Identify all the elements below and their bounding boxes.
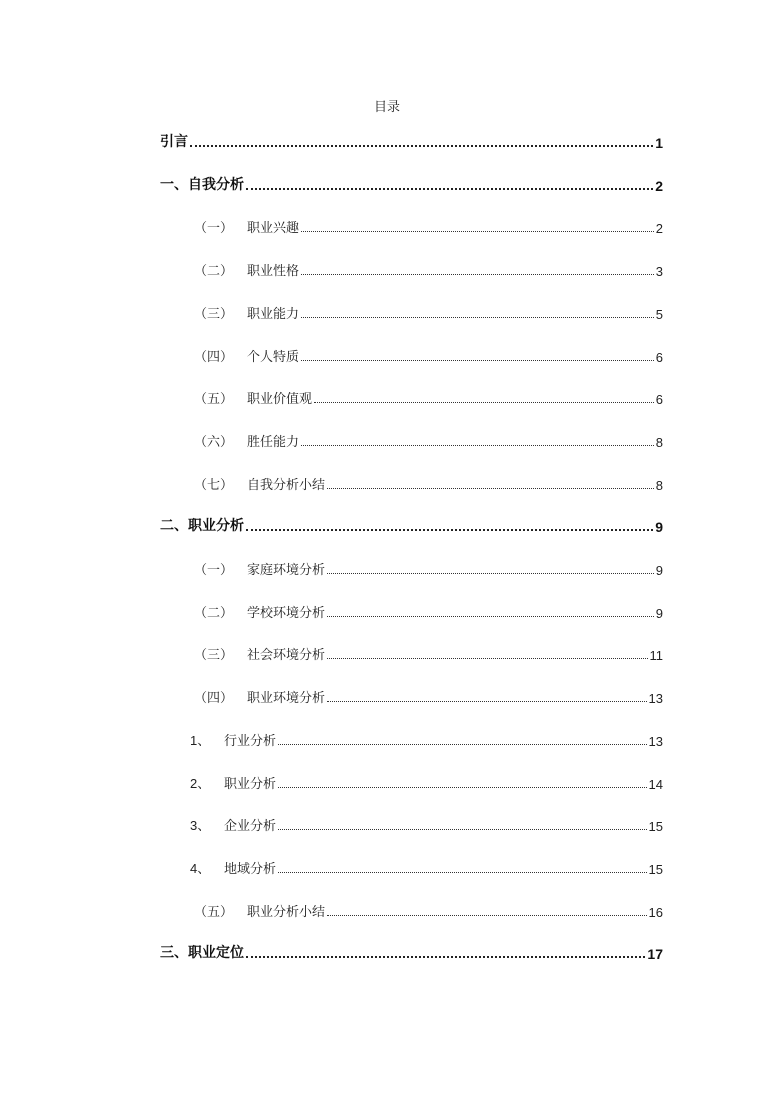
toc-entry[interactable] — [160, 131, 663, 151]
toc-entry-page-number: 15 — [648, 861, 663, 877]
toc-entry-number: （二） — [194, 264, 234, 280]
toc-entry-label: 职业分析小结 — [247, 903, 326, 919]
toc-entry-label: 职业能力 — [247, 305, 300, 321]
toc-entry-page-number: 9 — [655, 605, 663, 621]
toc-dot-leader — [278, 829, 647, 830]
toc-entry-label: 职业价值观 — [247, 391, 313, 407]
toc-dot-leader — [301, 445, 654, 446]
toc-entry-page-number: 15 — [648, 819, 663, 835]
toc-entry-label: 二、职业分析 — [160, 517, 244, 534]
toc-entry-label: 自我分析小结 — [247, 476, 326, 492]
toc-entry-label: 职业性格 — [247, 263, 300, 279]
toc-entry-page-number: 2 — [655, 177, 663, 194]
toc-entry-page-number: 2 — [655, 221, 663, 237]
toc-entry[interactable] — [190, 729, 663, 749]
toc-entry-label: 行业分析 — [224, 732, 277, 748]
toc-entry-number: （三） — [194, 306, 234, 322]
toc-entry-label: 胜任能力 — [247, 433, 300, 449]
toc-dot-leader — [327, 573, 654, 574]
toc-entry-page-number: 14 — [648, 776, 663, 792]
toc-entry-label: 职业兴趣 — [247, 220, 300, 236]
toc-entry-label: 社会环境分析 — [247, 647, 326, 663]
toc-entry-number: （七） — [194, 477, 234, 493]
toc-entry-page-number: 6 — [655, 392, 663, 408]
toc-entry-page-number: 11 — [649, 648, 663, 664]
toc-dot-leader — [327, 701, 647, 702]
toc-entry[interactable] — [190, 814, 663, 834]
toc-entry[interactable] — [194, 302, 663, 322]
toc-dot-leader — [327, 915, 647, 916]
toc-entry-page-number: 9 — [655, 563, 663, 578]
toc-entry-page-number: 1 — [655, 135, 663, 151]
toc-entry-page-number: 13 — [648, 691, 663, 707]
toc-entry-label: 职业分析 — [224, 775, 277, 791]
toc-dot-leader — [246, 956, 645, 958]
toc-entry-page-number: 8 — [655, 477, 663, 493]
toc-entry-label: 企业分析 — [224, 818, 277, 834]
toc-entry[interactable] — [194, 259, 663, 279]
toc-entry[interactable] — [194, 430, 663, 450]
toc-title: 目录 — [373, 100, 400, 115]
toc-dot-leader — [327, 658, 647, 659]
toc-entry-label: 引言 — [160, 133, 188, 149]
toc-dot-leader — [301, 317, 654, 318]
toc-entry[interactable] — [194, 643, 663, 663]
toc-dot-leader — [246, 529, 653, 531]
toc-entry-label: 家庭环境分析 — [247, 562, 326, 577]
toc-dot-leader — [278, 787, 647, 788]
toc-dot-leader — [327, 488, 654, 489]
toc-entry-page-number: 6 — [655, 349, 663, 365]
toc-entry-number: （三） — [194, 648, 234, 664]
toc-entry[interactable] — [194, 601, 663, 621]
toc-entry-number: 3、 — [190, 818, 211, 834]
toc-entry-number: 4、 — [190, 860, 211, 876]
toc-dot-leader — [327, 616, 654, 617]
toc-entry-page-number: 17 — [647, 946, 663, 963]
toc-entry-label: 一、自我分析 — [160, 175, 244, 192]
toc-dot-leader — [246, 188, 653, 190]
toc-entry-number: （四） — [194, 691, 234, 707]
toc-entry[interactable] — [194, 345, 663, 365]
toc-entry-page-number: 16 — [648, 904, 663, 920]
toc-entry-number: （五） — [194, 904, 234, 920]
toc-entry-label: 三、职业定位 — [160, 944, 244, 961]
toc-entry[interactable] — [194, 900, 663, 920]
toc-entry-number: （一） — [194, 221, 234, 237]
toc-entry[interactable] — [194, 387, 663, 407]
toc-entry-label: 学校环境分析 — [247, 604, 326, 620]
toc-entry[interactable] — [190, 857, 663, 877]
toc-entry[interactable] — [194, 473, 663, 493]
toc-entry-number: （五） — [194, 392, 234, 408]
toc-entry[interactable] — [190, 772, 663, 792]
toc-entry-page-number: 5 — [655, 306, 663, 322]
toc-entry[interactable] — [194, 558, 663, 578]
toc-dot-leader — [301, 360, 654, 361]
toc-dot-leader — [278, 872, 647, 873]
toc-entry-page-number: 8 — [655, 434, 663, 450]
toc-entry-label: 地域分析 — [224, 860, 277, 876]
toc-dot-leader — [190, 145, 653, 147]
toc-entry[interactable] — [194, 686, 663, 706]
toc-entry-label: 职业环境分析 — [247, 690, 326, 706]
toc-dot-leader — [301, 231, 654, 232]
toc-entry-number: 2、 — [190, 775, 211, 791]
toc-entry[interactable] — [160, 174, 663, 194]
toc-dot-leader — [301, 274, 654, 275]
toc-entry-page-number: 3 — [655, 264, 663, 280]
toc-entry[interactable] — [160, 942, 663, 962]
toc-entry-number: （六） — [194, 434, 234, 450]
toc-entry-number: 1、 — [190, 732, 211, 748]
toc-entry-number: （二） — [194, 605, 234, 621]
toc-dot-leader — [278, 744, 647, 745]
toc-entry-page-number: 9 — [655, 519, 663, 536]
toc-entry-page-number: 13 — [648, 733, 663, 749]
toc-entry-label: 个人特质 — [247, 348, 300, 364]
toc-entry[interactable] — [194, 216, 663, 236]
toc-entry-number: （四） — [194, 349, 234, 365]
toc-entry-number: （一） — [194, 563, 234, 578]
toc-dot-leader — [314, 402, 654, 403]
toc-entry[interactable] — [160, 515, 663, 535]
